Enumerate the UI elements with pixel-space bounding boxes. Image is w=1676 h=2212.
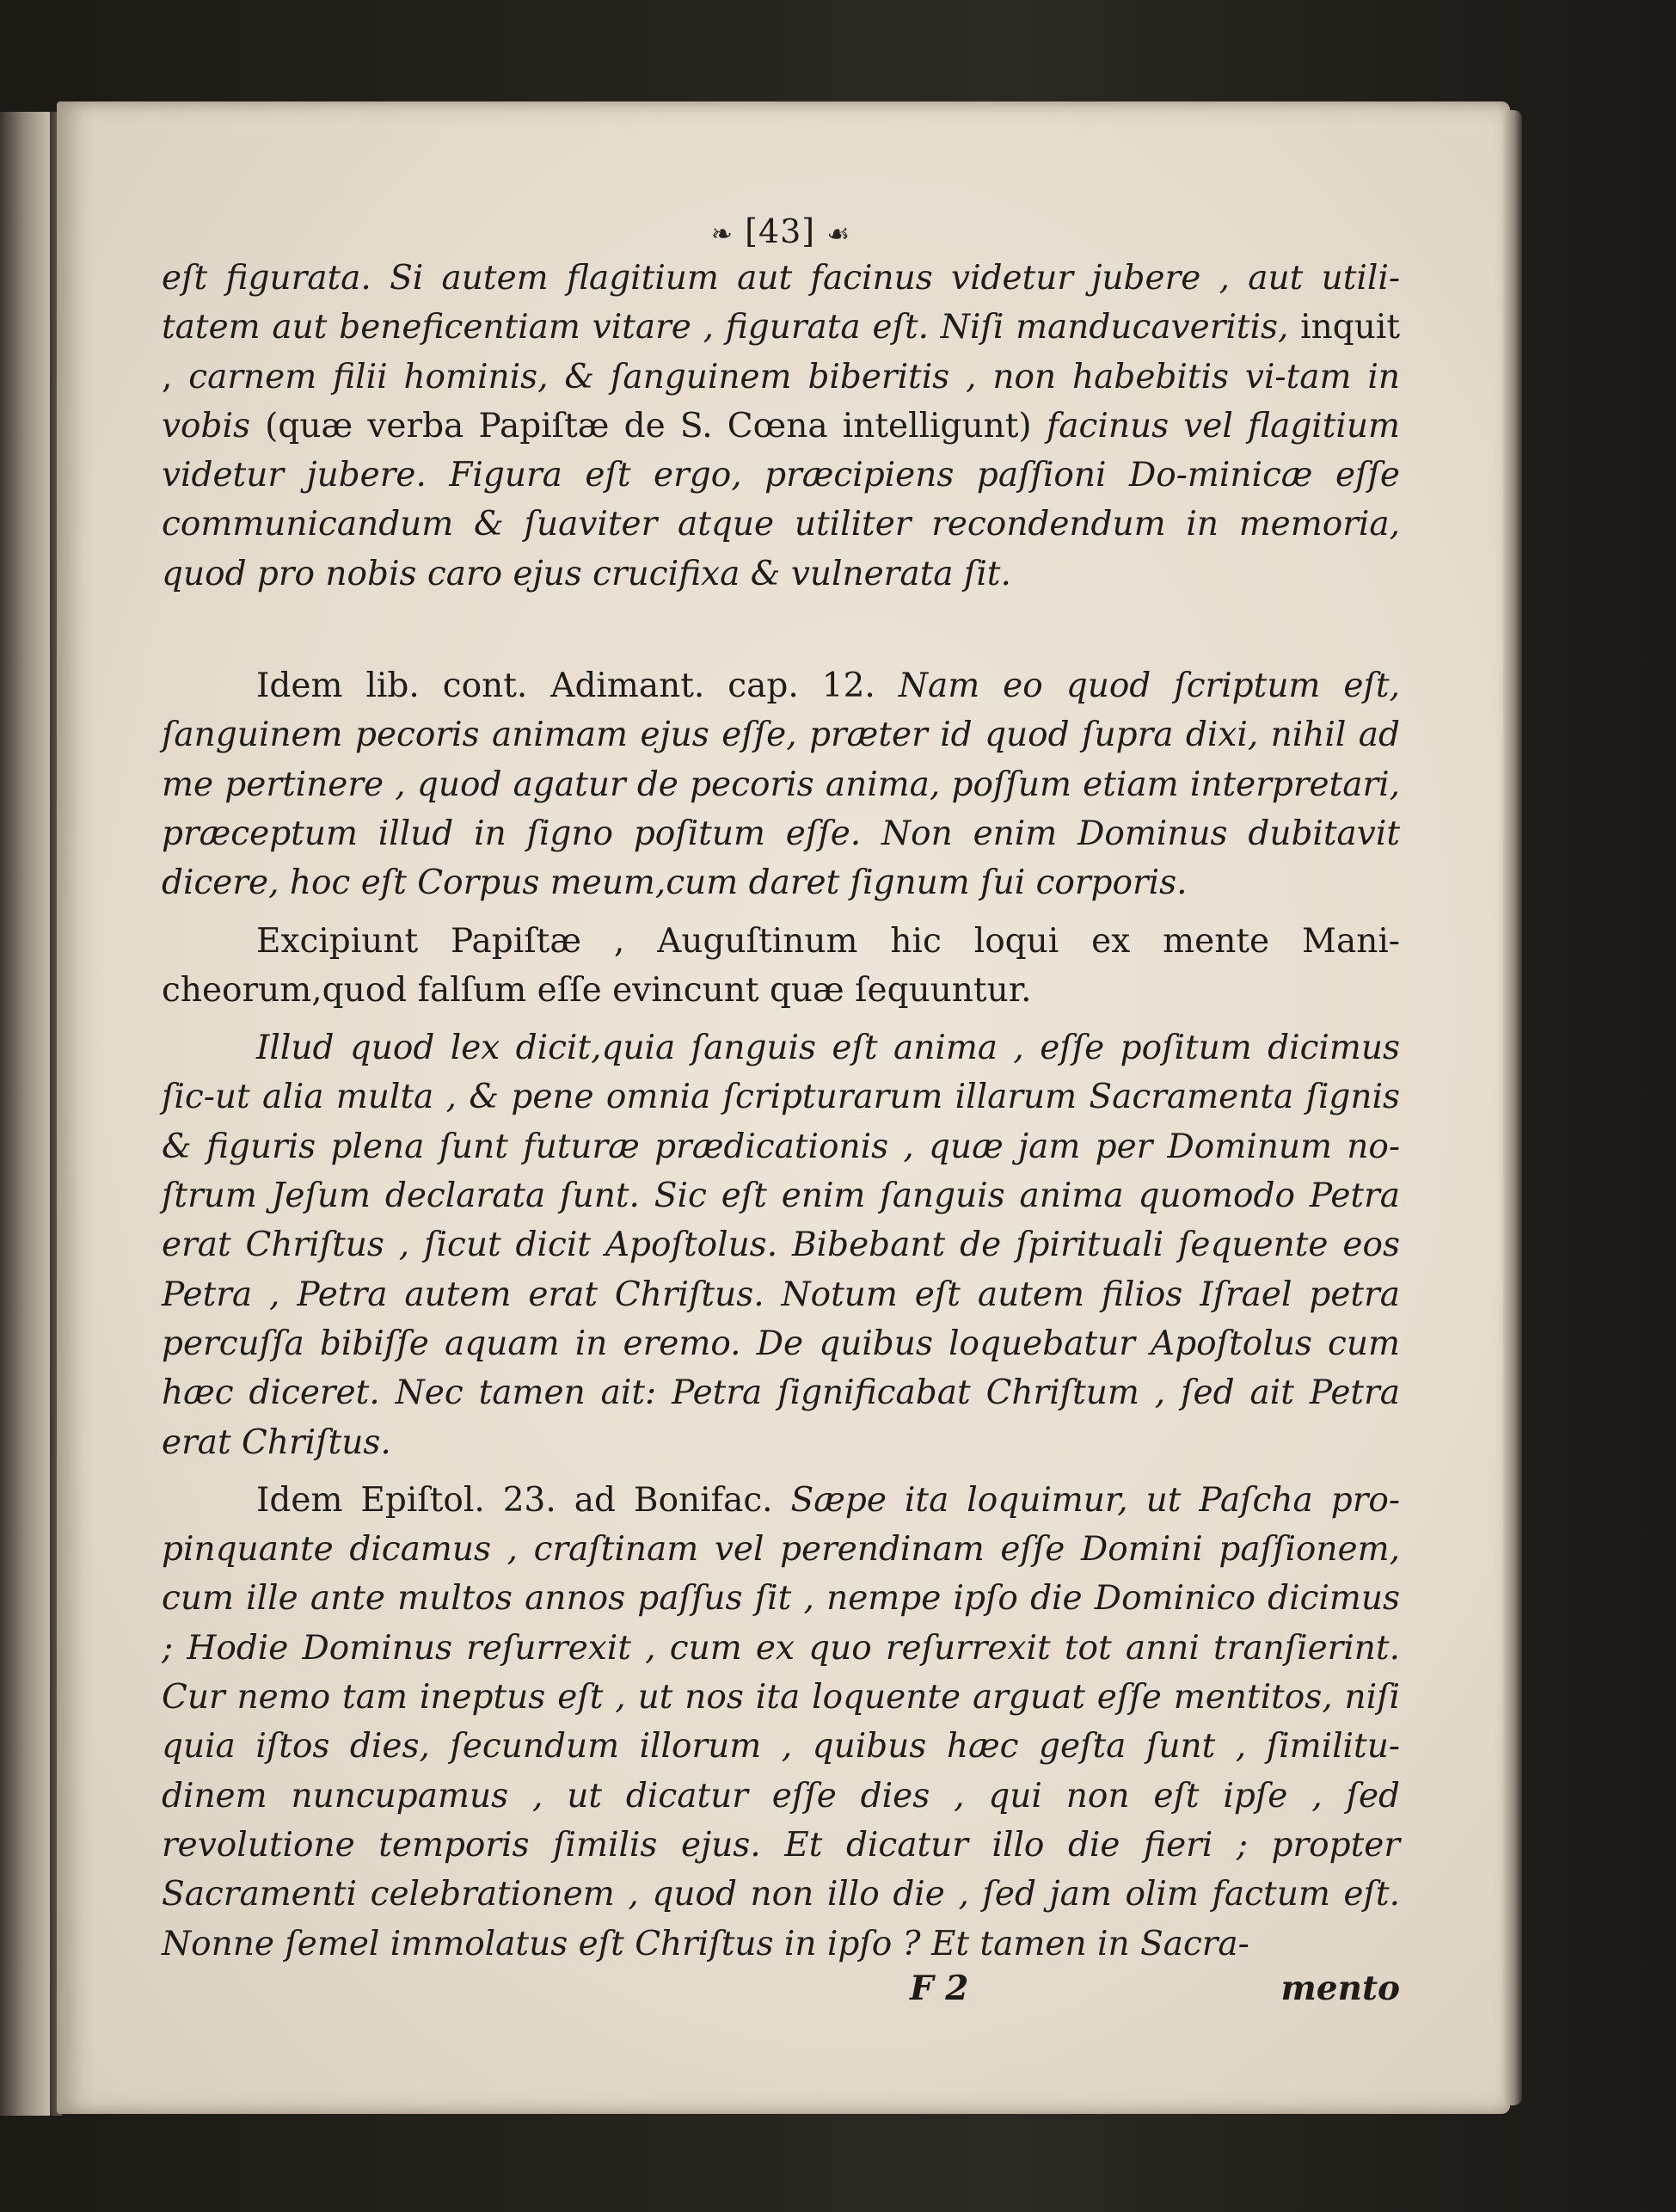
page-right-edge: [1503, 110, 1522, 2105]
paragraph-gap: [162, 1015, 1400, 1023]
paragraph-gap: [162, 1467, 1400, 1476]
italic-text-run: facinus vel flagitium videtur jubere. Figura eſt ergo, præcipiens paſſioni Do-minicæ eſſe communicandum & ſuaviter atque utiliter recondendum in memoria, quod pro nobis caro ejus crucifixa & vulnerata ſit.: [162, 406, 1401, 593]
page-number-close-bracket: ]: [801, 212, 816, 250]
page-text-block: [162, 209, 1400, 2018]
header-ornament-right-icon: ☙: [826, 219, 851, 249]
italic-text-run: eſt figurata. Si autem flagitium aut facinus videtur jubere , aut utili-tatem aut beneficentiam vitare , figurata eſt. Niſi manducaveritis,: [162, 259, 1400, 347]
italic-text-run: Illud quod lex dicit,quia ſanguis eſt anima , eſſe poſitum dicimus ſic-ut alia multa , & pene omnia ſcripturarum illarum Sacramenta ſignis & figuris plena ſunt futuræ prædicationis , quæ jam per Dominum no-ſtrum Jeſum declarata ſunt. Sic eſt enim ſanguis anima quomodo Petra erat Chriſtus , ſicut dicit Apoſtolus. Bibebant de ſpirituali ſequente eos Petra , Petra autem erat Chriſtus. Notum eſt autem filios Iſrael petra percuſſa bibiſſe aquam in eremo. De quibus loquebatur Apoſtolus cum hæc diceret. Nec tamen ait: Petra ſignificabat Chriſtum , ſed ait Petra erat Chriſtus.: [162, 1029, 1400, 1462]
left-page-edge: [0, 112, 53, 2116]
roman-text-run: Idem Epiſtol. 23. ad Bonifac.: [256, 1480, 791, 1520]
page-number-open-bracket: [: [745, 212, 758, 250]
paragraph-excipiunt: [162, 917, 1400, 1016]
page-footer: [162, 1969, 1400, 2018]
paragraph-gap: [162, 599, 1400, 661]
header-ornament-left-icon: ❧: [710, 219, 734, 249]
page-number: 43: [758, 212, 802, 250]
paragraph-epistol-bonifac: [162, 1476, 1400, 1969]
page-header: [162, 209, 1400, 254]
roman-text-run: Idem lib. cont. Adimant. cap. 12.: [256, 667, 899, 706]
catchword: mento: [1280, 1968, 1400, 2008]
signature-mark: F 2: [910, 1968, 969, 2008]
italic-text-run: Nam eo quod ſcriptum eſt, ſanguinem pecoris animam ejus eſſe, præter id quod ſupra dixi, nihil ad me pertinere , quod agatur de pecoris anima, poſſum etiam interpretari, præceptum illud in ſigno poſitum eſſe. Non enim Dominus dubitavit dicere, hoc eſt Corpus meum,cum daret ſignum ſui corporis.: [162, 667, 1401, 903]
roman-text-run: (quæ verba Papiſtæ de S. Cœna intelligunt): [265, 406, 1047, 445]
italic-text-run: carnem filii hominis, & ſanguinem biberitis , non habebitis vi-tam in vobis: [162, 357, 1400, 445]
roman-text-run: Excipiunt Papiſtæ , Auguſtinum hic loqui ex mente Mani-cheorum,quod falſum eſſe evincunt quæ ſequuntur.: [162, 921, 1400, 1010]
roman-text-run: inquit ,: [162, 308, 1400, 396]
paragraph-illud-quod: [162, 1023, 1400, 1467]
paragraph-figurata: [162, 254, 1400, 599]
italic-text-run: Sæpe ita loquimur, ut Paſcha pro-pinquante dicamus , craſtinam vel perendinam eſſe Domini paſſionem, cum ille ante multos annos paſſus ſit , nempe ipſo die Dominico dicimus ; Hodie Dominus reſurrexit , cum ex quo reſurrexit tot anni tranſierint. Cur nemo tam ineptus eſt , ut nos ita loquente arguat eſſe mentitos, niſi quia iſtos dies, ſecundum illorum , quibus hæc geſta ſunt , ſimilitu-dinem nuncupamus , ut dicatur eſſe dies , qui non eſt ipſe , ſed revolutione temporis ſimilis ejus. Et dicatur illo die fieri ; propter Sacramenti celebrationem , quod non illo die , ſed jam olim factum eſt. Nonne ſemel immolatus eſt Chriſtus in ipſo ? Et tamen in Sacra-: [162, 1480, 1400, 1963]
paragraph-gap: [162, 908, 1400, 917]
paragraph-adimant: [162, 661, 1400, 907]
